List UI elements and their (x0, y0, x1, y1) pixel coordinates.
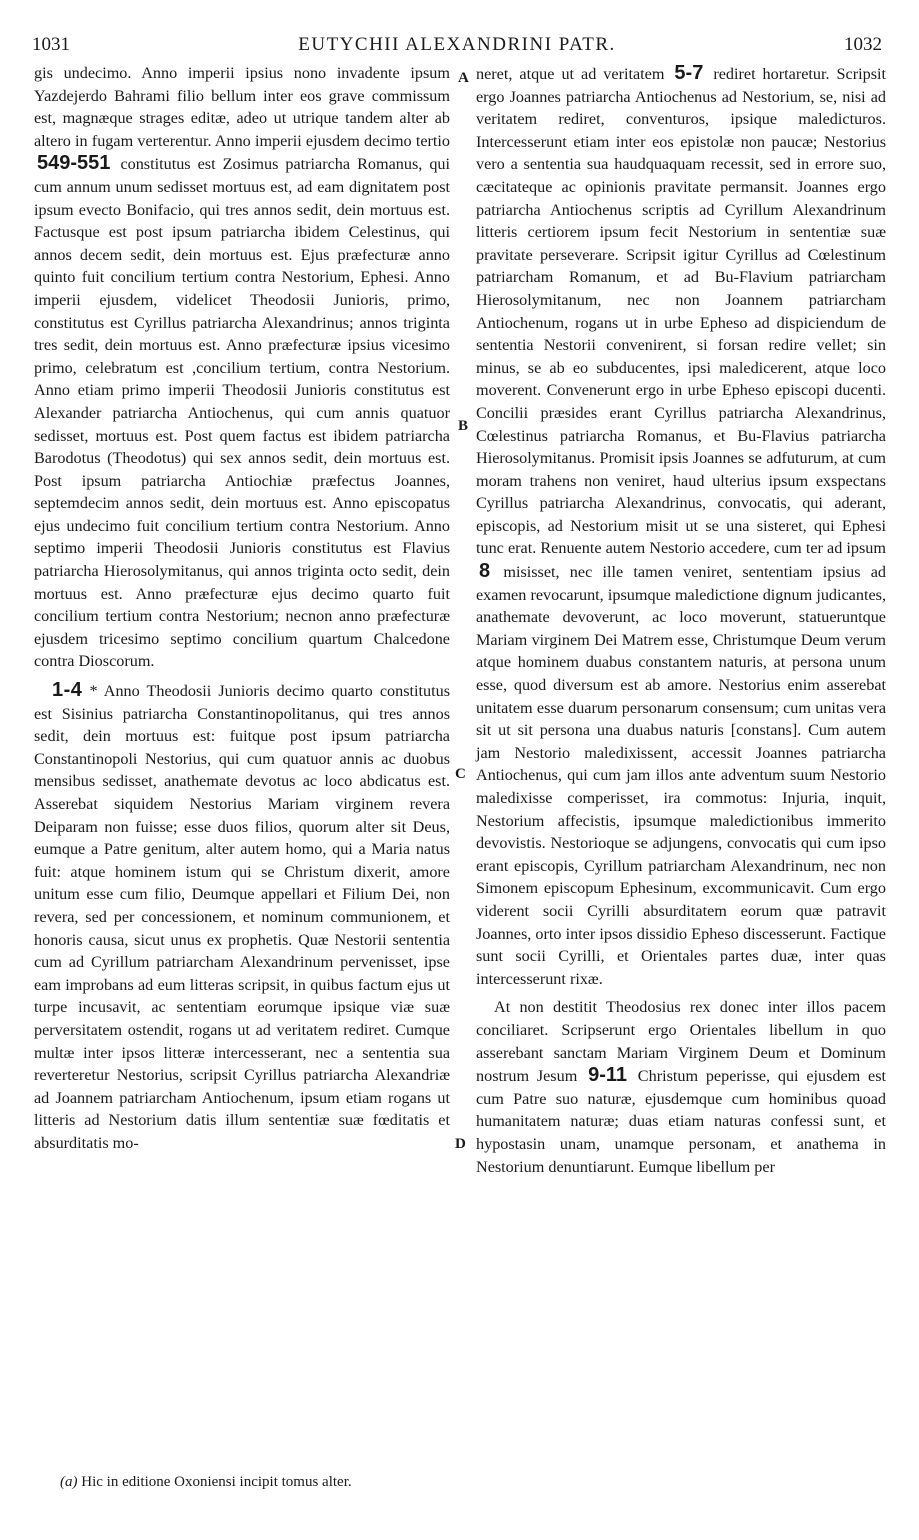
right-paragraph-1: neret, atque ut ad veritatem (476, 65, 665, 83)
page-number-right: 1032 (844, 34, 882, 55)
margin-number: 8 (479, 560, 491, 583)
left-paragraph-2: * Anno Theodosii Junioris decimo quarto constitutus est Sisinius patriarcha Constantinopolitanus, qui tres annos sedit, dein mortuus est: fuitque post ipsum patriarcha Constantinopoli Nestorius, qui cum quatuor annis ac duobus mensibus sedisset, anathemate devotus ac loco abdicatus est. Asserebat siquidem Nestorius Mariam virginem revera Deiparam non fuisse; esse duos filios, quorum alter sit Deus, eumque a Patre genitum, alter autem homo, qui a Maria natus fuit: atque hominem istum qui se Christum dixerit, amore unitum esse cum filio, Deumque appellari et Filium Dei, non revera, sed per concessionem, et nominum communionem, et honoris causa, sicut unus ex prophetis. Quæ Nestorii sententia cum ad Cyrillum patriarcham Alexandrinum pervenisset, ipse eam improbans ad eum litteras scripsit, in quibus factum ejus ut turpe incusavit, ac sententiam eorumque ipsique viæ suæ perversitatem ostendit, rogans ut ad veritatem rediret. Cumque multæ inter ipsos litteræ intercesserant, nec a sententia sua reverteretur Nestorius, scripsit Cyrillus patriarcha Alexandriæ ad Joannem patriarcham Antiochenum, ipsum etiam rogans ut litteris ad Nestorium datis illum sententiæ suæ fœditatis et absurditatis mo- (34, 682, 450, 1152)
right-paragraph-1-end: misisset, nec ille tamen veniret, sententiam ipsius ad examen revocarunt, ipsumque maledictione dignum judicantes, anathemate devoverunt, ac loco moverunt, statueruntque Mariam virginem Dei Matrem esse, Christumque Deum verum atque hominem duabus constantem naturis, at persona unum esse, quod diversum est ab amore. Nestorius enim asserebat unitatem esse duarum personarum consensum; cum unitas vera sit ut sit persona una duabus naturis [constans]. Cum autem jam Nestorio maledixissent, accessit Joannes patriarcha Antiochenus, qui cum jam illos ante adventum suum Nestorio maledixisse comperisset, ira commotus: Injuria, inquit, Nestorium affecistis, ipsumque maledictionibus immerito devovistis. Nestorioque se adjungens, convocatis qui cum ipso erant episcopis, Cyrillum patriarcham Alexandrinum, nec non Simonem episcopum Ephesinum, excommunicavit. Cum ergo viderent socii Cyrilli absurditatem eorum quæ patravit Joannes, orto inter ipsos dissidio Epheso discesserunt. Factique sunt socii Cyrilli, et Orientales partes duæ, inter quas intercesserunt rixæ. (476, 563, 886, 988)
running-title: EUTYCHII ALEXANDRINI PATR. (298, 34, 616, 55)
right-paragraph-2-cont: Christum peperisse, qui ejusdem est cum Patre suo naturæ, ejusdemque cum hominibus quoad humanitatem naturæ; duas etiam naturas confessi sunt, et hypostasin unam, unamque personam, et anathema in Nestorium denuntiarunt. Eumque libellum per (476, 1067, 887, 1176)
section-marker-b: B (458, 418, 469, 434)
right-text-block (476, 62, 886, 990)
right-column (476, 62, 886, 1178)
right-paragraph-1-cont: rediret hortaretur. Scripsit ergo Joannes patriarcha Antiochenus ad Nestorium, se, nisi ad veritatem rediret, conventuros, ipsique maledicturos. Intercesserunt etiam inter eos epistolæ non paucæ; Nestorius vero a sententia sua haudquaquam recessit, sed in errore suo, cæcitateque ac opinionis pravitate permansit. Joannes ergo patriarcha Antiochenus scriptis ad Cyrillum Alexandrinum litteris certiorem ipsum fecit Nestorium in sententiæ suæ pravitate perseverare. Scripsit igitur Cyrillus ad Cœlestinum patriarcham Romanum, et ad Bu-Flavium patriarcham Hierosolymitanum, nec non Joannem patriarcham Antiochenum, rogans ut in urbe Ephesо ad dispiciendum de sententia Nestorii convenirent, si forsan redire vellet; sin minus, se ab eo subducentes, ipsi maledicerent, atque loco moverent. Convenerunt ergo in urbe Epheso episcopi ducenti. Concilii præsides erant Cyrillus patriarcha Alexandrinus, Cœlestinus patriarcha Romanus, et Bu-Flavius patriarcha Hierosolymitanus. Promisit ipsis Joannes se adfuturum, at cum moram trahens non veniret, haud ulterius ipsum exspectans Cyrillus patriarcha Alexandrinus, convocatis, qui aderant, episcopis, ad Nestorium misit ut se una sisteret, qui Ephesi tunc erat. Renuente autem Nestorio accedere, cum ter ad ipsum (476, 65, 886, 558)
margin-number: 1-4 (52, 679, 83, 702)
left-column (34, 62, 450, 1155)
right-paragraph-2: At non destitit Theodosius rex donec inter illos pacem conciliaret. Scripserunt ergo Orientales libellum in quo asserebant sanctam Mariam Virginem Deum et Dominum nostrum Jesum (476, 998, 886, 1086)
margin-number: 9-11 (588, 1064, 628, 1087)
margin-number: 5-7 (674, 62, 704, 84)
section-marker-a: A (458, 70, 469, 86)
page-number-left: 1031 (32, 34, 70, 55)
margin-number: 549-551 (37, 152, 111, 175)
left-text-block (34, 62, 450, 673)
left-paragraph-1: gis undecimo. Anno imperii ipsius nono invadente ipsum Yazdejerdo Bahrami filio bellum inter eos grave commissum est, magnæque strages editæ, adeo ut utrique tandem alter ab altero in fugam verterentur. Anno imperii ejusdem decimo tertio (34, 64, 450, 150)
section-marker-d: D (455, 1136, 466, 1152)
footnote-text: Hic in editione Oxoniensi incipit tomus alter. (81, 1474, 352, 1490)
right-text-block-2 (476, 996, 886, 1178)
left-text-block-2 (34, 679, 450, 1154)
left-paragraph-1-cont: constitutus est Zosimus patriarcha Romanus, qui cum annum unum sedisset mortuus est, ad eam dignitatem post ipsum evecto Bonifacio, qui tres annos sedit, dein mortuus est. Factusque est post ipsum patriarcha ibidem Celestinus, qui annos decem sedit, dein mortuus est. Ejus præfecturæ anno quinto fuit concilium tertium contra Nestorium, Ephesi. Anno imperii ejusdem, videlicet Theodosii Junioris, primo, constitutus est Cyrillus patriarcha Alexandrinus; annos triginta tres sedit, dein mortuus est. Anno præfecturæ ipsius vicesimo primo, celebratum est ,concilium tertium, contra Nestorium. Anno etiam primo imperii Theodosii Junioris constitutus est Alexander patriarcha Antiochenus, qui cum annis quatuor sedisset, mortuus est. Post quem factus est ibidem patriarcha Barodotus (Theodotus) qui sex annos sedit, dein mortuus est. Post ipsum patriarcha Antiochiæ præfectus Joannes, septemdecim annos sedit, dein mortuus est. Anno episcopatus ejus undecimo fuit concilium tertium contra Nestorium. Anno septimo imperii Theodosii Junioris constitutus est Flavius patriarcha Hierosolymitanus, qui annos triginta octo sedit, dein mortuus est. Anno præfecturæ ejus decimo quarto fuit concilium tertium contra Nestorium; necnon anno præfecturæ ejusdem tricesimo septimo concilium quartum Chalcedone contra Dioscorum. (34, 155, 451, 671)
section-marker-c: C (455, 766, 466, 782)
page-header (32, 34, 882, 60)
footnote-label: (a) (60, 1474, 78, 1490)
footnote (60, 1474, 352, 1491)
